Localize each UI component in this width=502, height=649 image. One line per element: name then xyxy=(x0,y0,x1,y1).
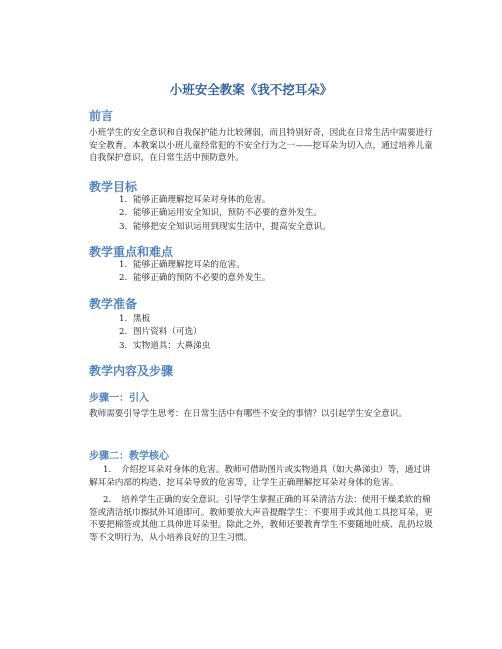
heading-keypoints: 教学重点和难点 xyxy=(89,245,174,259)
list-number: 3. xyxy=(119,340,128,351)
list-item xyxy=(89,221,434,234)
document-title: 小班安全教案《我不挖耳朵》 xyxy=(169,82,333,97)
list-text: 能够正确理解挖耳朵的危害。 xyxy=(133,260,245,270)
list-number: 2. xyxy=(119,208,128,219)
list-text: 能够正确运用安全知识，预防不必要的意外发生。 xyxy=(133,208,323,219)
list-item xyxy=(89,272,434,285)
list-item xyxy=(89,494,434,544)
list-text: 介绍挖耳朵对身体的危害。教师可借助图片或实物道具（如大鼻涕虫）等，通过讲解耳朵内部的构造、挖耳朵导致的危害等，让学生正确理解挖耳朵对身体的危害。 xyxy=(89,465,431,488)
list-text: 实物道具：大鼻涕虫 xyxy=(133,340,211,351)
list-text: 图片资料（可选） xyxy=(133,327,202,338)
heading-preface: 前言 xyxy=(89,109,114,123)
list-number: 1. xyxy=(103,465,112,475)
step2-list xyxy=(89,464,434,546)
list-item xyxy=(89,313,434,326)
step1-paragraph: 教师需要引导学生思考：在日常生活中有哪些不安全的事情？以引起学生安全意识。 xyxy=(89,409,407,419)
list-text: 能够正确理解挖耳朵对身体的危害。 xyxy=(133,195,271,205)
list-item xyxy=(89,326,434,339)
list-item xyxy=(89,259,434,272)
objectives-list xyxy=(89,194,434,234)
list-item xyxy=(89,340,434,353)
list-text: 能够正确的预防不必要的意外发生。 xyxy=(133,273,271,284)
list-item xyxy=(89,194,434,207)
list-number: 2. xyxy=(119,327,128,338)
list-number: 2. xyxy=(103,495,112,506)
list-number: 3. xyxy=(119,221,128,232)
keypoints-list xyxy=(89,259,434,286)
list-text: 能够把安全知识运用到现实生活中，提高安全意识。 xyxy=(133,221,331,232)
heading-prep: 教学准备 xyxy=(89,297,138,311)
heading-content: 教学内容及步骤 xyxy=(89,364,174,378)
prep-list xyxy=(89,313,434,353)
list-item xyxy=(89,207,434,220)
list-text: 黑板 xyxy=(133,314,151,324)
preface-paragraph: 小班学生的安全意识和自我保护能力比较薄弱，而且特别好奇，因此在日常生活中需要进行安全教育。本教案以小班儿童经常犯的不安全行为之一——挖耳朵为切入点，通过培养儿童自我保护意识，在日常生活中预防意外。 xyxy=(89,128,433,164)
list-item xyxy=(89,464,434,489)
heading-step2: 步骤二：教学核心 xyxy=(89,451,169,462)
list-text: 培养学生正确的安全意识。引导学生掌握正确的耳朵清洁方法：使用干燥柔软的棉签或清洁纸巾擦拭外耳道即可。教师要放大声音提醒学生：不要用手或其他工具挖耳朵，更不要把棉签或其他工具伸进耳朵里。除此之外，教师还要教育学生不要随地吐痰、乱扔垃圾等不文明行为，从小培养良好的卫生习惯。 xyxy=(89,495,433,543)
list-number: 1. xyxy=(119,195,128,205)
list-number: 1. xyxy=(119,260,128,270)
list-number: 1. xyxy=(119,314,128,324)
heading-objectives: 教学目标 xyxy=(89,180,138,194)
heading-step1: 步骤一：引入 xyxy=(89,393,149,404)
list-number: 2. xyxy=(119,273,128,284)
